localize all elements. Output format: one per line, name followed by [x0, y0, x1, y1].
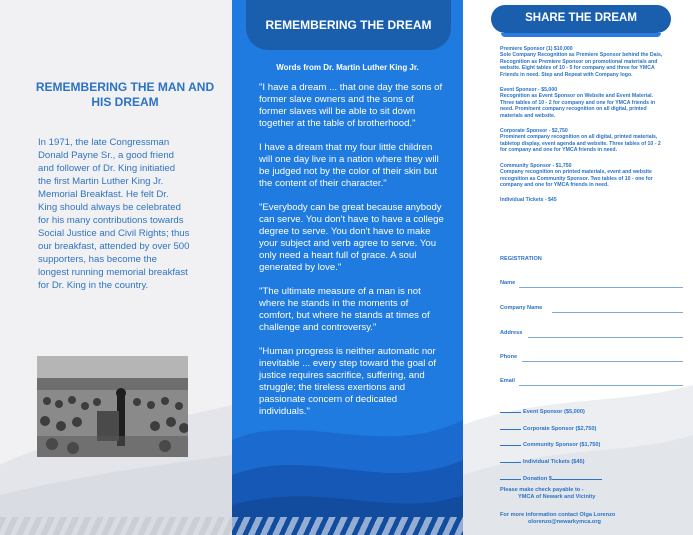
name-input-line[interactable]	[519, 287, 683, 288]
sponsor-level	[500, 163, 663, 189]
option-label: Community Sponsor ($1,750)	[523, 442, 601, 449]
history-paragraph: In 1971, the late Congressman Donald Payne Sr., a good friend and follower of Dr. King initiatied the first Martin Luther King Jr. Memorial Breakfast. He felt Dr. King should always be celebrated for his many contributions towards Social Justice and Civil Rights; thus our breakfast, attended by over 500 supporters, has become the longest running memorial breakfast for Dr. King in the country.	[38, 137, 190, 291]
decorative-stripes	[232, 517, 463, 535]
contact-line-1: For more information contact Olga Lorenzo	[500, 512, 616, 518]
sponsor-title: Community Sponsor - $1,750	[500, 162, 572, 169]
field-label: Phone	[500, 354, 518, 360]
sponsor-level	[500, 46, 663, 78]
blank-line[interactable]	[500, 462, 521, 463]
option-label: Event Sponsor ($5,000)	[523, 409, 585, 415]
check-line-1: Please make check payable to -	[500, 487, 584, 493]
phone-input-line[interactable]	[522, 361, 683, 362]
photo-illustration	[37, 356, 188, 457]
left-heading: REMEMBERING THE MAN AND HIS DREAM	[35, 80, 215, 109]
field-label: Name	[500, 280, 516, 286]
sponsor-title: Corporate Sponsor - $2,750	[500, 128, 568, 135]
donation-amount-line[interactable]	[552, 479, 602, 480]
contact-note	[500, 512, 650, 526]
quote-3: "Everybody can be great because anybody can serve. You don't have to have a college degree to serve. You don't have to make your subject and verb agree to serve. You only need a heart full of grace. A soul generated by love."	[259, 202, 444, 273]
address-input-line[interactable]	[528, 337, 683, 338]
sponsor-level	[500, 197, 663, 203]
field-label: Company Name	[500, 305, 543, 311]
option-label: Individual Tickets ($45)	[523, 459, 585, 466]
blank-line[interactable]	[500, 445, 521, 446]
blank-line[interactable]	[500, 479, 521, 480]
right-panel	[463, 0, 693, 535]
sponsor-levels	[500, 46, 663, 213]
option-donation[interactable]	[500, 471, 680, 488]
company-name-field[interactable]	[500, 305, 683, 314]
name-field[interactable]	[500, 280, 683, 289]
option-corporate-sponsor[interactable]	[500, 421, 680, 438]
option-individual-tickets[interactable]	[500, 454, 680, 471]
breakfast-event-photo	[37, 356, 188, 457]
sponsor-title: Individual Tickets - $45	[500, 197, 557, 204]
blank-line[interactable]	[500, 429, 521, 430]
registration-title: REGISTRATION	[500, 256, 542, 262]
quote-2: I have a dream that my four little children will one day live in a nation where they will be judged not by the color of their skin but the content of their character."	[259, 142, 439, 189]
left-panel	[0, 0, 232, 535]
sponsorship-options	[500, 404, 680, 488]
decorative-stripes	[0, 517, 232, 535]
email-field[interactable]	[500, 378, 683, 387]
check-payable-note	[500, 487, 670, 501]
email-input-line[interactable]	[519, 385, 683, 386]
sponsor-level	[500, 87, 663, 119]
quote-4: "The ultimate measure of a man is not where he stands in the moments of comfort, but where he stands at times of challenge and controversy."	[259, 286, 430, 333]
center-panel	[232, 0, 463, 535]
sponsor-desc: Company recognition on printed materials, event and website recognition as Community Sponsor. Two tables of 10 - one for company and one for YMCA friends in need.	[500, 169, 653, 188]
quotes-subhead: Words from Dr. Martin Luther King Jr.	[276, 63, 419, 72]
sponsor-title: Premiere Sponsor (1) $10,000	[500, 46, 573, 52]
sponsor-desc: Sole Company Recognition as Premiere Sponsor behind the Dais, Recognition as Premiere Sponsor on promotional materials and website. Eight tables of 10 - 5 for company and three for YMCA Friends in need. Step and Repeat with Company logo.	[500, 52, 663, 78]
sponsor-title: Event Sponsor - $5,000	[500, 87, 558, 94]
contact-email[interactable]: olorenzo@newarkymca.org	[528, 519, 601, 525]
option-event-sponsor[interactable]	[500, 404, 680, 421]
option-label: Corporate Sponsor ($2,750)	[523, 425, 597, 432]
check-line-2: YMCA of Newark and Vicinity	[518, 494, 596, 500]
sponsor-desc: Recognition as Event Sponsor on Website and Event Material. Three tables of 10 - 2 for company and one for YMCA friends in need. Prominent company recognition on all digital, printed materials and website.	[500, 93, 656, 119]
phone-field[interactable]	[500, 354, 683, 363]
field-label: Address	[500, 330, 523, 336]
option-community-sponsor[interactable]	[500, 437, 680, 454]
blank-line[interactable]	[500, 412, 521, 413]
field-label: Email	[500, 378, 515, 384]
quote-5: "Human progress is neither automatic nor inevitable ... every step toward the goal of justice requires sacrifice, suffering, and struggle; the tireless exertions and passionate concern of dedicated individuals."	[259, 346, 437, 417]
sponsor-desc: Prominent company recognition on all digital, printed materials, tabletop display, event agenda and website. Three tables of 10 - 2 for company and one for YMCA friends in need.	[500, 134, 661, 154]
right-heading: SHARE THE DREAM	[525, 12, 637, 24]
sponsor-level	[500, 128, 663, 154]
option-label: Donation $	[523, 475, 552, 482]
quotes-list	[259, 82, 444, 430]
quote-1: "I have a dream ... that one day the sons of former slave owners and the sons of former slaves will be able to sit down together at the table of brotherhood."	[259, 82, 443, 129]
background-waves	[232, 400, 463, 535]
company-input-line[interactable]	[552, 312, 683, 313]
center-heading: REMEMBERING THE DREAM	[265, 18, 432, 32]
address-field[interactable]	[500, 330, 683, 339]
